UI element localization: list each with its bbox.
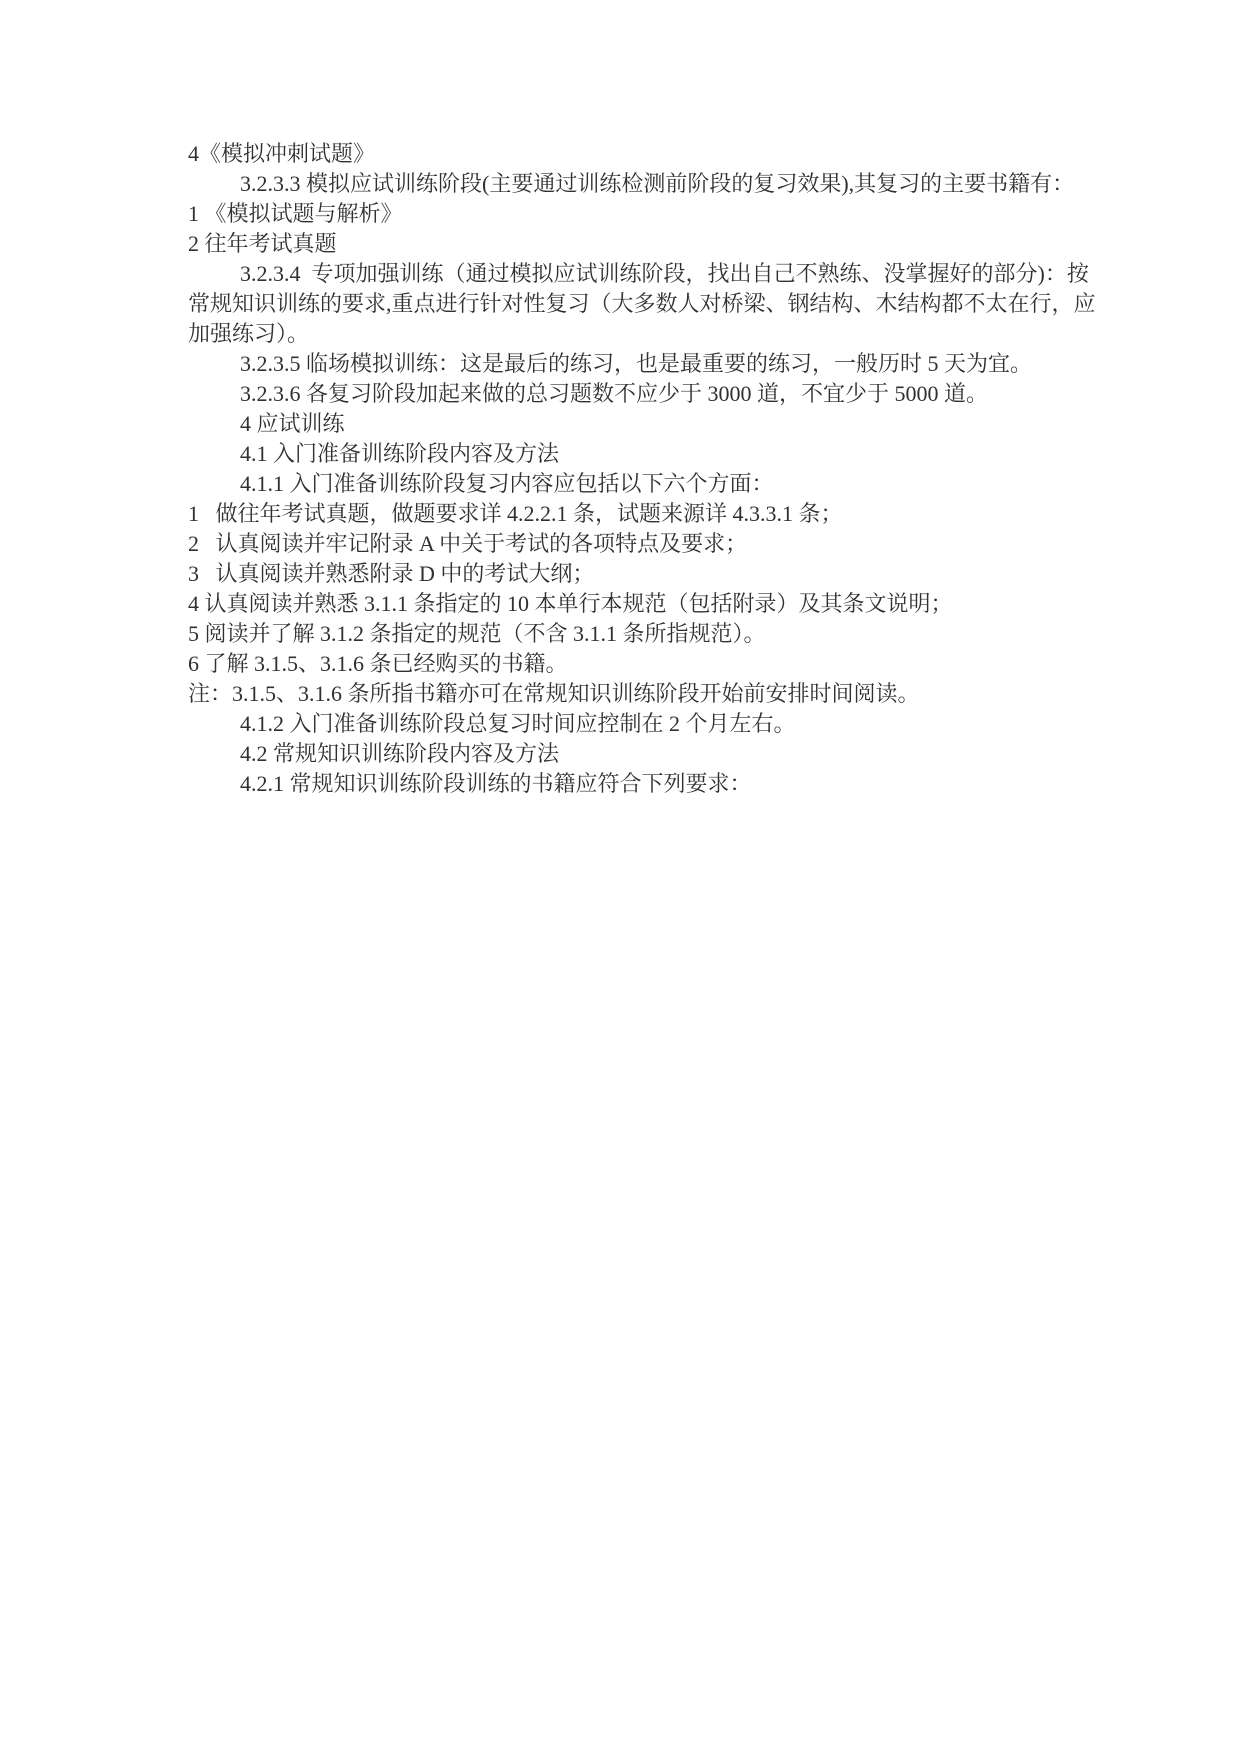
para-4-1-2: 4.1.2 入门准备训练阶段总复习时间应控制在 2 个月左右。 [240, 711, 796, 736]
heading-4-2: 4.2 常规知识训练阶段内容及方法 [240, 741, 560, 766]
list-item-1: 1 做往年考试真题，做题要求详 4.2.2.1 条，试题来源详 4.3.3.1 条； [188, 501, 843, 526]
para-4-1-1: 4.1.1 入门准备训练阶段复习内容应包括以下六个方面： [240, 471, 774, 496]
book-item-1: 1 《模拟试题与解析》 [188, 201, 403, 226]
para-4-2-1: 4.2.1 常规知识训练阶段训练的书籍应符合下列要求： [240, 771, 752, 796]
para-3-2-3-6: 3.2.3.6 各复习阶段加起来做的总习题数不应少于 3000 道，不宜少于 5000 道。 [240, 381, 989, 406]
para-3-2-3-5: 3.2.3.5 临场模拟训练：这是最后的练习，也是最重要的练习，一般历时 5 天为宜。 [240, 351, 1033, 376]
list-item-2: 2 认真阅读并牢记附录 A 中关于考试的各项特点及要求； [188, 531, 748, 556]
para-3-2-3-3: 3.2.3.3 模拟应试训练阶段(主要通过训练检测前阶段的复习效果),其复习的主要书籍有： [240, 171, 1075, 196]
heading-4: 4 应试训练 [240, 411, 345, 436]
note-paragraph: 注：3.1.5、3.1.6 条所指书籍亦可在常规知识训练阶段开始前安排时间阅读。 [188, 681, 920, 706]
list-item-4: 4 认真阅读并熟悉 3.1.1 条指定的 10 本单行本规范（包括附录）及其条文说明； [188, 591, 953, 616]
para-book-item-4-mock-sprint: 4《模拟冲刺试题》 [188, 141, 376, 166]
book-item-2: 2 往年考试真题 [188, 231, 337, 256]
list-item-6: 6 了解 3.1.5、3.1.6 条已经购买的书籍。 [188, 651, 568, 676]
para-3-2-3-4: 3.2.3.4 专项加强训练（通过模拟应试训练阶段，找出自己不熟练、没掌握好的部分)：按常规知识训练的要求,重点进行针对性复习（大多数人对桥梁、钢结构、木结构都不太在行，应加强练习）。 [188, 261, 1096, 346]
list-item-5: 5 阅读并了解 3.1.2 条指定的规范（不含 3.1.1 条所指规范）。 [188, 621, 766, 646]
list-item-3: 3 认真阅读并熟悉附录 D 中的考试大纲； [188, 561, 595, 586]
heading-4-1: 4.1 入门准备训练阶段内容及方法 [240, 441, 560, 466]
